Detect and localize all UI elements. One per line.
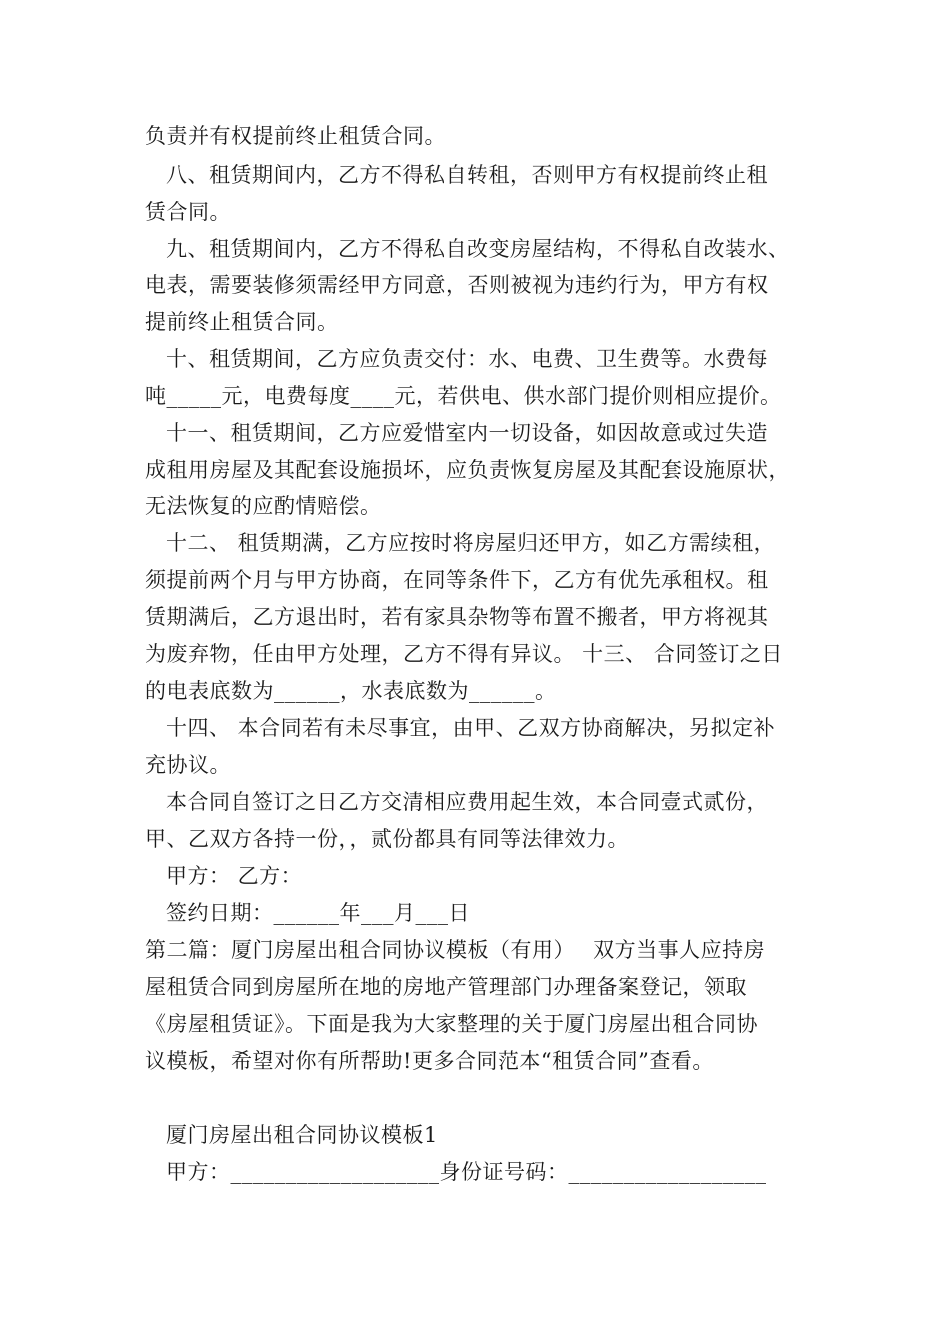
- clause-8-line-1: 八、租赁期间内，乙方不得私自转租，否则甲方有权提前终止租: [166, 163, 768, 187]
- clause-12-line-2: 须提前两个月与甲方协商，在同等条件下，乙方有优先承租权。租: [145, 568, 769, 592]
- clause-10-line-2: 吨_____元，电费每度____元，若供电、供水部门提价则相应提价。: [145, 384, 782, 408]
- signing-date-line: 签约日期：______年___月___日: [166, 901, 470, 925]
- clause-11-line-3: 无法恢复的应酌情赔偿。: [145, 494, 382, 518]
- clause-9-line-2: 电表，需要装修须需经甲方同意，否则被视为违约行为，甲方有权: [145, 273, 769, 297]
- clause-9-line-3: 提前终止租赁合同。: [145, 310, 339, 334]
- party-a-id-line: 甲方：___________________身份证号码：__________________: [166, 1160, 767, 1184]
- clause-12-line-4: 为废弃物，任由甲方处理，乙方不得有异议。 十三、 合同签订之日: [145, 642, 783, 666]
- section-two-line-4: 议模板，希望对你有所帮助!更多合同范本“租赁合同”查看。: [145, 1049, 714, 1073]
- effective-line-2: 甲、乙双方各持一份，，贰份都具有同等法律效力。: [145, 827, 629, 851]
- clause-10-line-1: 十、租赁期间，乙方应负责交付：水、电费、卫生费等。水费每: [166, 347, 768, 371]
- clause-11-line-2: 成租用房屋及其配套设施损坏，应负责恢复房屋及其配套设施原状，: [145, 458, 790, 482]
- clause-8-line-2: 赁合同。: [145, 200, 231, 224]
- template-title: 厦门房屋出租合同协议模板1: [166, 1123, 438, 1147]
- clause-11-line-1: 十一、租赁期间，乙方应爱惜室内一切设备，如因故意或过失造: [166, 421, 768, 445]
- clause-13-line: 的电表底数为______，水表底数为______。: [145, 679, 557, 703]
- clause-12-line-3: 赁期满后，乙方退出时，若有家具杂物等布置不搬者，甲方将视其: [145, 605, 769, 629]
- effective-line-1: 本合同自签订之日乙方交清相应费用起生效，本合同壹式贰份，: [166, 790, 768, 814]
- clause-14-line-2: 充协议。: [145, 753, 231, 777]
- clause-12-line-1: 十二、 租赁期满，乙方应按时将房屋归还甲方，如乙方需续租，: [166, 531, 776, 555]
- clause-14-line-1: 十四、 本合同若有未尽事宜，由甲、乙双方协商解决，另拟定补: [166, 716, 776, 740]
- clause-9-line-1: 九、租赁期间内，乙方不得私自改变房屋结构，不得私自改装水、: [166, 237, 790, 261]
- section-two-line-1: 第二篇：厦门房屋出租合同协议模板（有用） 双方当事人应持房: [145, 938, 766, 962]
- section-two-line-2: 屋租赁合同到房屋所在地的房地产管理部门办理备案登记，领取: [145, 975, 747, 999]
- parties-line: 甲方： 乙方：: [166, 864, 303, 888]
- text-line-1: 负责并有权提前终止租赁合同。: [145, 124, 446, 148]
- section-two-line-3: 《房屋租赁证》。下面是我为大家整理的关于厦门房屋出租合同协: [145, 1012, 758, 1036]
